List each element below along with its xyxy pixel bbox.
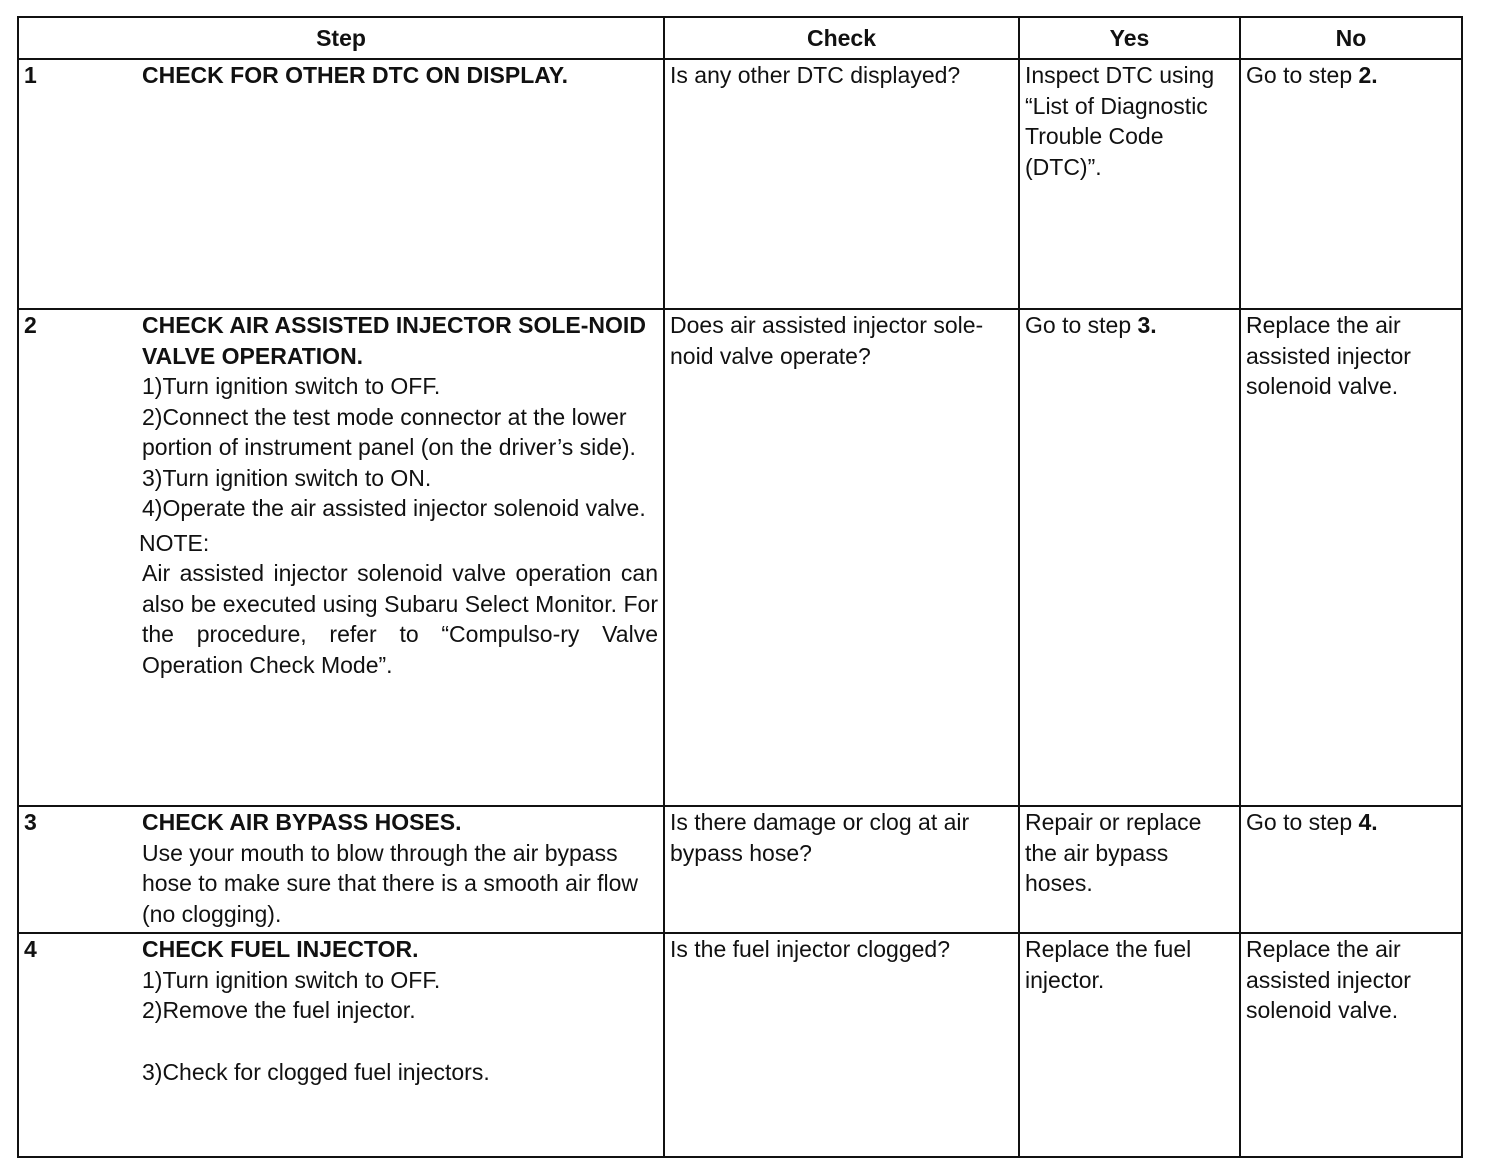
check-cell bbox=[664, 806, 1019, 933]
yes-cell bbox=[1019, 806, 1240, 933]
step-instruction: Use your mouth to blow through the air bypass hose to make sure that there is a smooth air flow (no clogging). bbox=[142, 839, 639, 927]
table-row bbox=[18, 309, 1462, 806]
note-label: NOTE: bbox=[139, 529, 210, 556]
step-title: CHECK AIR ASSISTED INJECTOR SOLE-NOID VALVE OPERATION. bbox=[142, 312, 646, 369]
table-row bbox=[18, 933, 1462, 1157]
step-number: 4 bbox=[24, 936, 37, 962]
check-text: Does air assisted injector sole-noid valve operate? bbox=[670, 312, 984, 369]
step-instruction: 2)Remove the fuel injector. bbox=[142, 997, 416, 1023]
step-cell bbox=[18, 309, 664, 806]
header-no: No bbox=[1240, 17, 1462, 59]
diagnostic-table bbox=[17, 16, 1463, 1158]
step-ref: 3. bbox=[1137, 312, 1157, 338]
yes-text: Repair or replace the air bypass hoses. bbox=[1025, 809, 1202, 896]
yes-text: Inspect DTC using “List of Diagnostic Trouble Code (DTC)”. bbox=[1025, 62, 1215, 180]
yes-text: Replace the fuel injector. bbox=[1025, 936, 1192, 993]
step-cell bbox=[18, 806, 664, 933]
check-cell bbox=[664, 309, 1019, 806]
step-number: 2 bbox=[24, 312, 37, 338]
step-body bbox=[142, 807, 663, 929]
header-step: Step bbox=[18, 17, 664, 59]
step-number: 3 bbox=[24, 809, 37, 835]
check-cell bbox=[664, 933, 1019, 1157]
step-instruction: 4)Operate the air assisted injector solenoid valve. bbox=[142, 495, 646, 521]
step-instruction: 2)Connect the test mode connector at the lower portion of instrument panel (on the driver’s side). bbox=[142, 403, 636, 460]
yes-text bbox=[1020, 310, 1239, 341]
no-text bbox=[1241, 60, 1461, 91]
step-body bbox=[142, 934, 663, 1087]
step-title: CHECK AIR BYPASS HOSES. bbox=[142, 809, 462, 835]
step-instruction: 1)Turn ignition switch to OFF. bbox=[142, 966, 441, 993]
step-cell bbox=[18, 59, 664, 309]
no-text: Replace the air assisted injector solenoid valve. bbox=[1246, 936, 1411, 1023]
check-text: Is any other DTC displayed? bbox=[670, 62, 961, 88]
no-prefix: Go to step bbox=[1246, 62, 1353, 88]
step-ref: 2. bbox=[1358, 62, 1378, 88]
no-text bbox=[1241, 807, 1461, 838]
no-prefix: Go to step bbox=[1246, 809, 1353, 835]
table-row bbox=[18, 59, 1462, 309]
no-cell bbox=[1240, 933, 1462, 1157]
step-instruction: 3)Turn ignition switch to ON. bbox=[142, 464, 432, 491]
check-text: Is there damage or clog at air bypass hose? bbox=[670, 809, 970, 866]
no-text: Replace the air assisted injector solenoid valve. bbox=[1246, 312, 1411, 399]
step-title: CHECK FOR OTHER DTC ON DISPLAY. bbox=[142, 62, 568, 88]
check-cell bbox=[664, 59, 1019, 309]
header-yes: Yes bbox=[1019, 17, 1240, 59]
step-number: 1 bbox=[24, 62, 37, 88]
header-check: Check bbox=[664, 17, 1019, 59]
step-body bbox=[142, 60, 663, 91]
step-body bbox=[139, 310, 663, 680]
step-ref: 4. bbox=[1358, 809, 1378, 835]
yes-cell bbox=[1019, 59, 1240, 309]
step-title: CHECK FUEL INJECTOR. bbox=[142, 936, 419, 962]
no-cell bbox=[1240, 59, 1462, 309]
no-cell bbox=[1240, 309, 1462, 806]
check-text: Is the fuel injector clogged? bbox=[670, 936, 951, 962]
step-cell bbox=[18, 933, 664, 1157]
note-text: Air assisted injector solenoid valve operation can also be executed using Subaru Select Monitor. For the procedure, refer to “Compulso-ry Valve Operation Check Mode”. bbox=[142, 560, 658, 678]
yes-cell bbox=[1019, 933, 1240, 1157]
no-cell bbox=[1240, 806, 1462, 933]
spacer bbox=[142, 1026, 658, 1057]
step-instruction: 1)Turn ignition switch to OFF. bbox=[142, 373, 441, 399]
step-instruction: 3)Check for clogged fuel injectors. bbox=[142, 1058, 490, 1085]
header-row bbox=[18, 17, 1462, 59]
table-row bbox=[18, 806, 1462, 933]
yes-cell bbox=[1019, 309, 1240, 806]
yes-prefix: Go to step bbox=[1025, 312, 1132, 338]
